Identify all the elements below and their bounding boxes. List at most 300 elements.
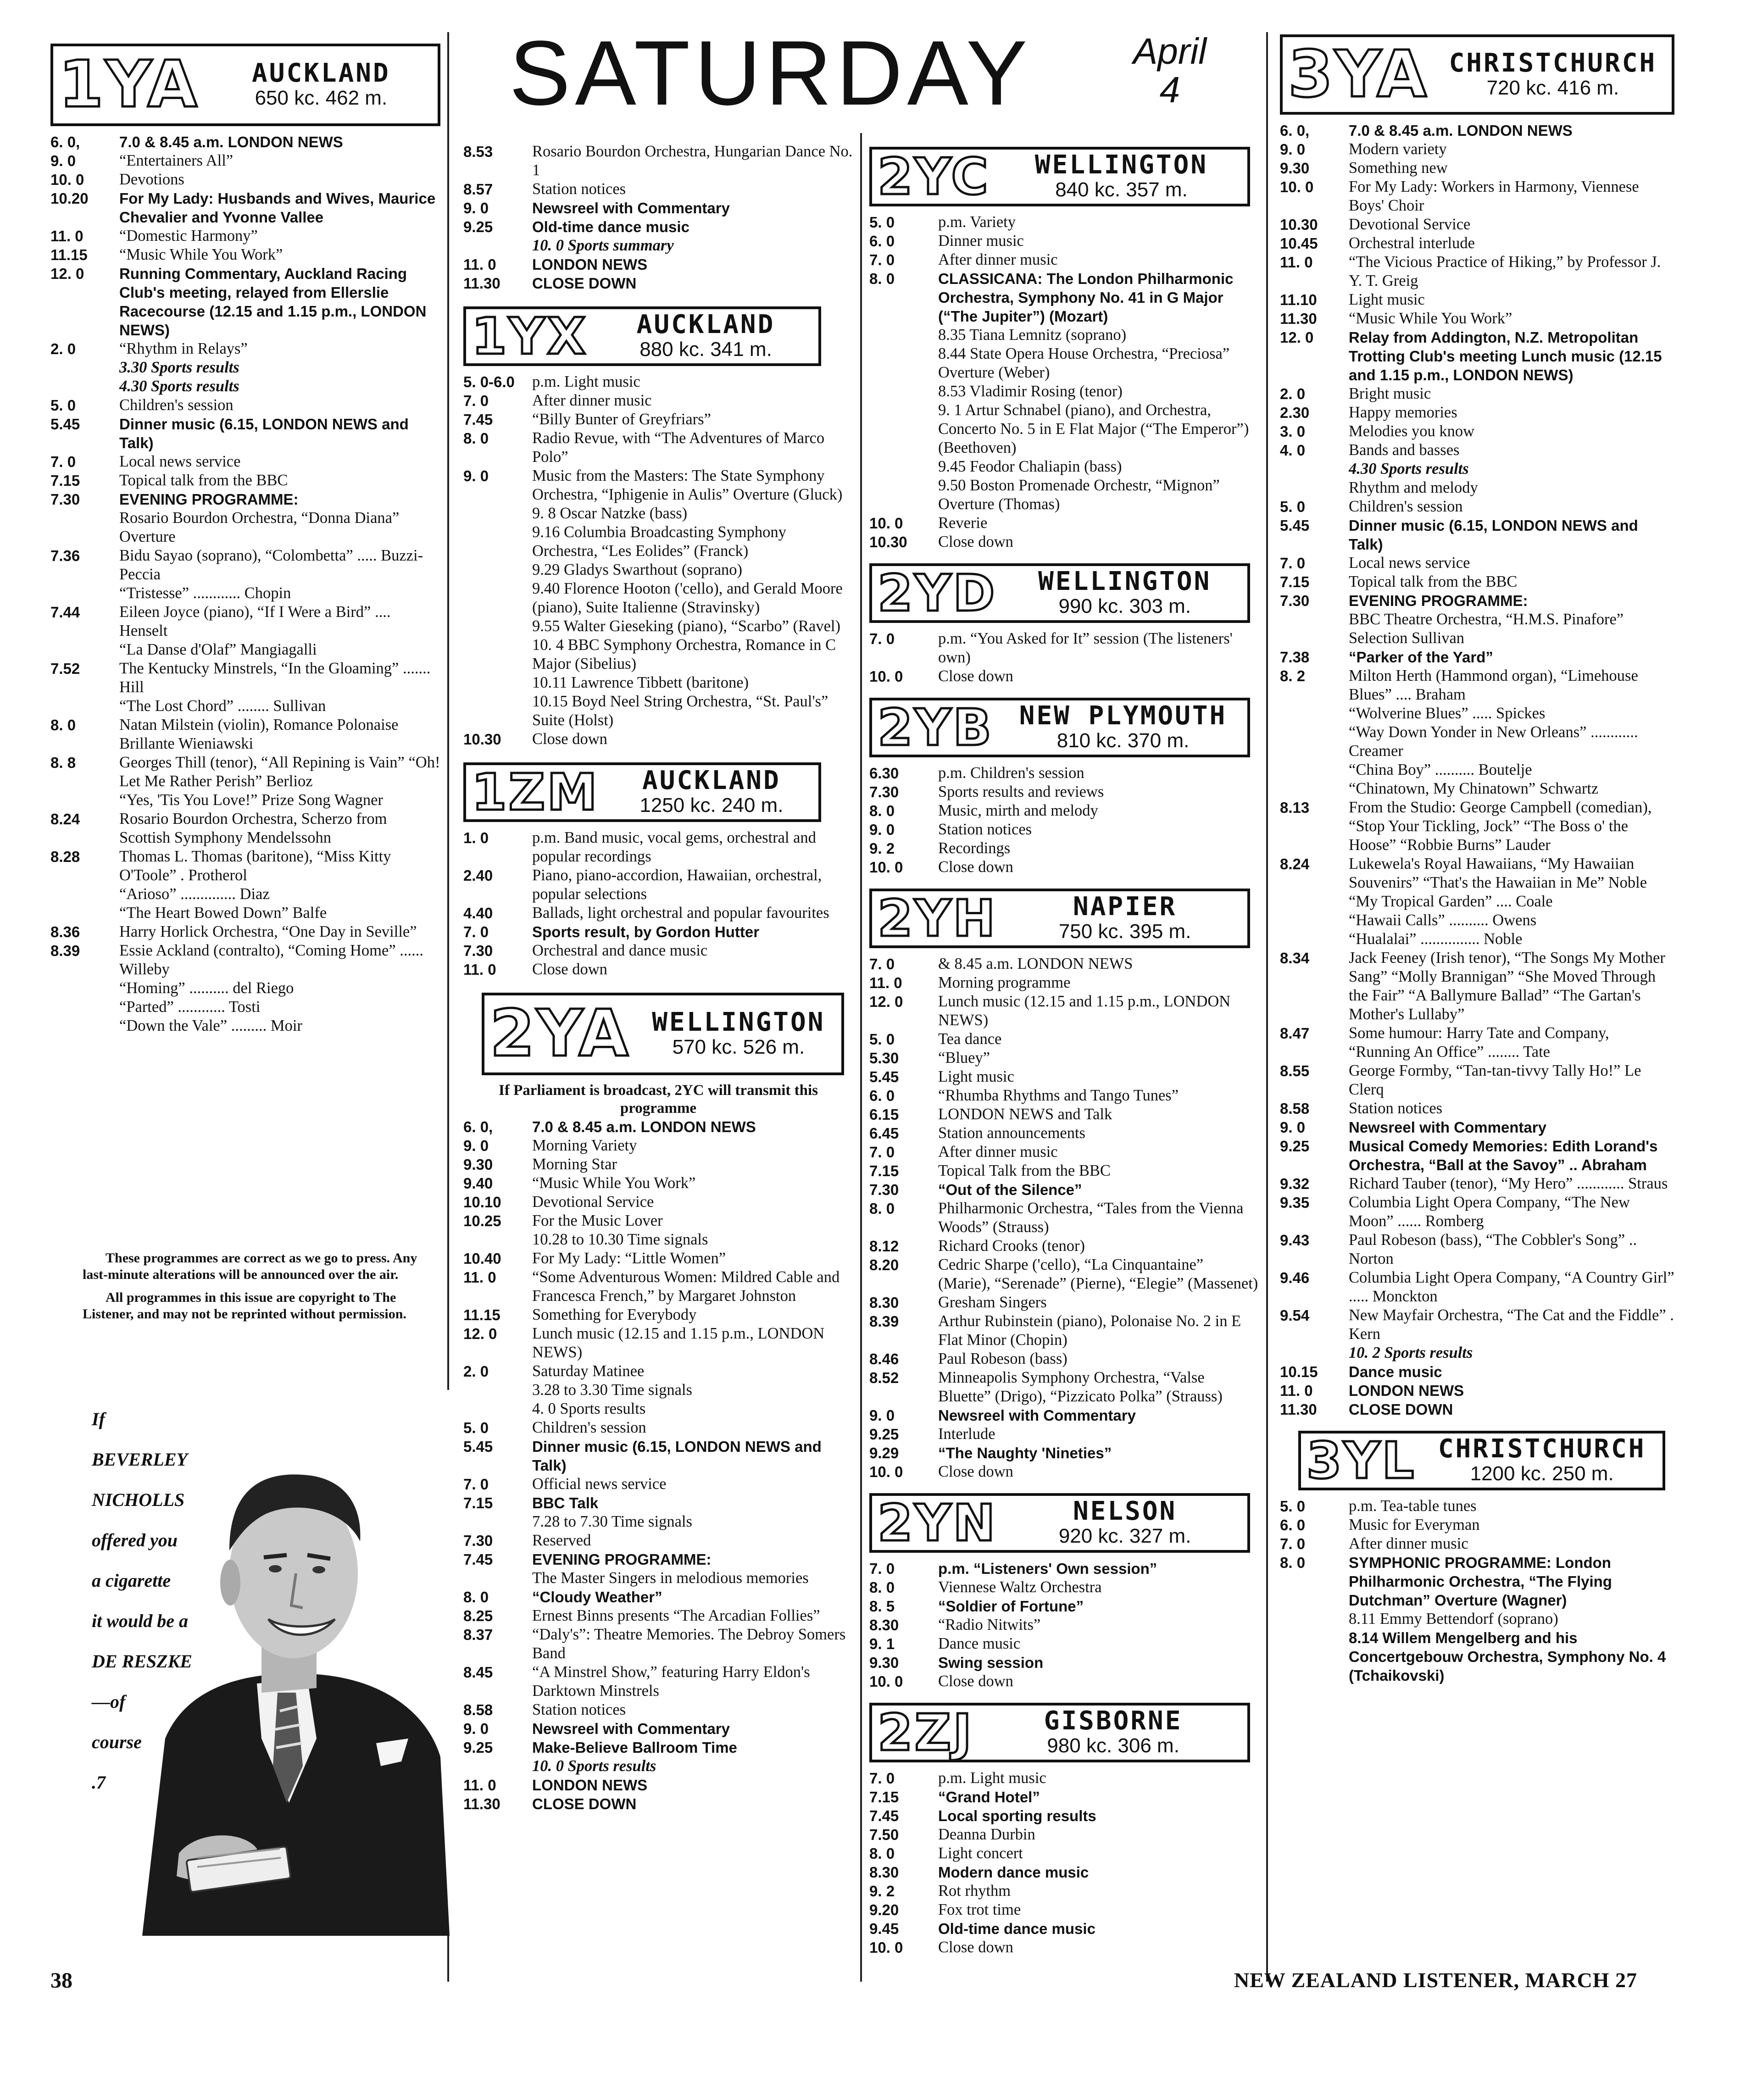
programme-time: 7.38 — [1280, 649, 1310, 666]
date-heading — [1115, 32, 1225, 109]
programme-list-2ya — [463, 1117, 853, 1813]
programme-time: 2. 0 — [1280, 385, 1306, 402]
column-1 — [50, 44, 440, 1035]
programme-time — [463, 579, 532, 617]
programme-title: Children's session — [532, 1419, 646, 1436]
programme-list-1yx — [463, 372, 853, 749]
programme-row — [50, 227, 440, 245]
station-city: NAPIER — [1073, 892, 1177, 922]
station-call: 2ZJ — [878, 1703, 974, 1762]
programme-time: 2.30 — [1280, 404, 1310, 421]
programme-row — [50, 151, 440, 170]
programme-row — [463, 1663, 853, 1700]
programme-title: Station notices — [1349, 1100, 1443, 1117]
programme-title: Light concert — [938, 1844, 1023, 1862]
programme-title: 10. 0 Sports results — [532, 1757, 656, 1775]
programme-row — [463, 1512, 853, 1531]
programme-time: 8. 5 — [869, 1598, 895, 1615]
programme-row — [1280, 610, 1674, 648]
programme-row — [463, 1155, 853, 1174]
programme-row — [50, 979, 440, 998]
programme-title: Reserved — [532, 1532, 591, 1549]
programme-row — [50, 697, 440, 716]
programme-time: 8. 2 — [1280, 667, 1306, 684]
programme-row — [463, 1700, 853, 1719]
programme-time — [1280, 478, 1349, 497]
programme-row — [1280, 930, 1674, 949]
programme-row — [869, 1180, 1259, 1199]
programme-title: p.m. Band music, vocal gems, orchestral and popular recordings — [532, 829, 816, 865]
programme-time: 5.45 — [869, 1068, 899, 1085]
programme-row — [463, 236, 853, 255]
programme-row — [463, 1381, 853, 1400]
programme-title: Deanna Durbin — [938, 1826, 1035, 1843]
programme-time: 11.15 — [50, 246, 88, 263]
programme-time: 10.10 — [463, 1194, 501, 1211]
programme-title: After dinner music — [1349, 1535, 1468, 1552]
programme-row — [869, 1293, 1259, 1312]
programme-time — [50, 640, 119, 659]
programme-row — [463, 1418, 853, 1437]
programme-time — [1280, 779, 1349, 798]
programme-time — [50, 904, 119, 922]
programme-time: 7. 0 — [1280, 555, 1306, 572]
column-rule — [1266, 32, 1268, 1982]
programme-title: 9.50 Boston Promenade Orchestr, “Mignon” Overture (Thomas) — [938, 477, 1220, 513]
programme-time — [50, 885, 119, 904]
programme-title: 9.40 Florence Hooton ('cello), and Gerald Moore (piano), Suite Italienne (Stravinsky) — [532, 580, 843, 616]
column-rule — [860, 133, 862, 1982]
programme-title: Newsreel with Commentary — [532, 200, 730, 217]
programme-title: Close down — [938, 1672, 1013, 1690]
programme-title: p.m. “You Asked for It” session (The listeners' own) — [938, 630, 1233, 666]
programme-list-2yc — [869, 213, 1259, 551]
programme-row — [869, 1616, 1259, 1634]
programme-row — [869, 1425, 1259, 1444]
programme-row — [869, 1844, 1259, 1863]
programme-title: From the Studio: George Campbell (comedian), “Stop Your Tickling, Jock” “The Boss o' the Hoose” “Robbie Burns” Lauder — [1349, 799, 1652, 854]
programme-row — [1280, 1516, 1674, 1534]
programme-title: “Soldier of Fortune” — [938, 1598, 1084, 1615]
programme-title: 9. 8 Oscar Natzke (bass) — [532, 505, 688, 522]
programme-title: & 8.45 a.m. LONDON NEWS — [938, 955, 1133, 972]
notice-text: These programmes are correct as we go to press. Any last-minute alterations will be announced over the air. — [83, 1250, 417, 1282]
programme-row — [463, 1776, 853, 1794]
programme-time: 10.30 — [869, 533, 907, 550]
programme-title: Devotional Service — [1349, 216, 1471, 233]
programme-title: Gresham Singers — [938, 1294, 1047, 1311]
programme-row — [869, 476, 1259, 514]
programme-title: “La Danse d'Olaf” Mangiagalli — [119, 641, 317, 658]
programme-row — [1280, 779, 1674, 798]
programme-title: “Out of the Silence” — [938, 1181, 1082, 1198]
programme-time: 12. 0 — [869, 993, 903, 1010]
programme-title: Philharmonic Orchestra, “Tales from the Vienna Woods” (Strauss) — [938, 1200, 1244, 1236]
programme-title: SYMPHONIC PROGRAMME: London Philharmonic Orchestra, “The Flying Dutchman” Overture (Wagner) — [1349, 1554, 1612, 1609]
programme-row — [463, 828, 853, 866]
programme-time: 7.44 — [50, 604, 80, 621]
programme-row — [869, 1653, 1259, 1672]
advert-line: it would be a — [92, 1611, 189, 1631]
programme-time: 10. 0 — [50, 171, 84, 188]
programme-row — [463, 1400, 853, 1418]
programme-time: 8.36 — [50, 923, 80, 940]
programme-title: Dinner music (6.15, LONDON NEWS and Talk) — [1349, 517, 1638, 553]
programme-title: “My Tropical Garden” .... Coale — [1349, 893, 1553, 910]
programme-title: Local sporting results — [938, 1807, 1096, 1824]
programme-row — [50, 885, 440, 904]
programme-time: 8. 0 — [869, 1200, 895, 1217]
programme-time: 4.40 — [463, 905, 493, 922]
programme-title: Music for Everyman — [1349, 1516, 1480, 1533]
station-header-3ya — [1280, 34, 1674, 115]
programme-title: LONDON NEWS — [532, 1777, 648, 1794]
programme-title: For My Lady: Workers in Harmony, Viennese Boys' Choir — [1349, 178, 1639, 214]
programme-title: Topical talk from the BBC — [1349, 573, 1518, 590]
programme-title: Ernest Binns presents “The Arcadian Follies” — [532, 1607, 820, 1624]
programme-row — [1280, 1137, 1674, 1174]
programme-row — [1280, 554, 1674, 572]
programme-title: The Kentucky Minstrels, “In the Gloaming” ....... Hill — [119, 660, 431, 696]
programme-row — [869, 1769, 1259, 1788]
programme-title: 4.30 Sports results — [119, 378, 239, 395]
programme-row — [869, 401, 1259, 457]
programme-title: For My Lady: Husbands and Wives, Maurice Chevalier and Yvonne Vallee — [119, 190, 436, 226]
programme-row — [1280, 1400, 1674, 1419]
programme-title: p.m. Light music — [938, 1769, 1046, 1787]
programme-row — [50, 584, 440, 603]
programme-row — [1280, 723, 1674, 761]
programme-time: 10.25 — [463, 1212, 501, 1229]
programme-title: Dinner music (6.15, LONDON NEWS and Talk) — [532, 1438, 822, 1474]
programme-row — [1280, 290, 1674, 309]
programme-time: 9.35 — [1280, 1194, 1310, 1211]
programme-time: 8.13 — [1280, 799, 1310, 816]
programme-title: “Arioso” .............. Diaz — [119, 885, 270, 903]
programme-row — [1280, 497, 1674, 516]
programme-title: “Music While You Work” — [532, 1174, 696, 1192]
station-frequency: 1200 kc. 250 m. — [1470, 1462, 1614, 1485]
programme-title: “Parted” ............ Tosti — [119, 998, 261, 1016]
programme-row — [50, 716, 440, 753]
programme-time: 9.43 — [1280, 1232, 1310, 1249]
programme-title: Cedric Sharpe ('cello), “La Cinquantaine” (Marie), “Serenade” (Pierne), “Elegie” (Massenet) — [938, 1256, 1258, 1292]
programme-title: LONDON NEWS — [1349, 1382, 1464, 1399]
programme-time: 10. 0 — [869, 1463, 903, 1480]
station-frequency: 750 kc. 395 m. — [1058, 920, 1191, 943]
programme-time: 6. 0, — [1280, 122, 1310, 139]
date-day: 4 — [1159, 69, 1180, 110]
programme-title: EVENING PROGRAMME: — [119, 491, 299, 508]
programme-title: Natan Milstein (violin), Romance Polonaise Brillante Wieniawski — [119, 716, 399, 752]
programme-row — [869, 1672, 1259, 1691]
programme-title: Children's session — [119, 396, 234, 414]
programme-row — [869, 1863, 1259, 1882]
programme-time — [463, 1381, 532, 1400]
programme-title: Devotional Service — [532, 1193, 654, 1211]
station-city: CHRISTCHURCH — [1449, 48, 1657, 78]
programme-title: 8.11 Emmy Bettendorf (soprano) — [1349, 1610, 1558, 1628]
programme-title: After dinner music — [938, 251, 1058, 268]
station-call: 2YA — [490, 996, 630, 1071]
programme-row — [869, 1086, 1259, 1105]
programme-time: 3. 0 — [1280, 423, 1306, 440]
station-city: AUCKLAND — [642, 766, 781, 796]
programme-time — [869, 344, 938, 382]
programme-row — [869, 1597, 1259, 1616]
page-number: 38 — [50, 1968, 72, 1993]
programme-title: Rhythm and melody — [1349, 479, 1478, 496]
station-frequency: 990 kc. 303 m. — [1058, 595, 1191, 618]
programme-title: George Formby, “Tan-tan-tivvy Tally Ho!” Le Clerq — [1349, 1062, 1641, 1098]
programme-title: “Music While You Work” — [1349, 310, 1512, 327]
programme-time: 8.58 — [1280, 1100, 1310, 1117]
programme-title: Close down — [938, 533, 1013, 550]
programme-time: 7. 0 — [1280, 1535, 1306, 1552]
programme-row — [869, 1900, 1259, 1919]
programme-title: 9.55 Walter Gieseking (piano), “Scarbo” (Ravel) — [532, 617, 840, 635]
programme-row — [50, 339, 440, 358]
programme-time: 12. 0 — [463, 1325, 497, 1342]
programme-title: Richard Crooks (tenor) — [938, 1237, 1085, 1255]
programme-row — [463, 673, 853, 692]
station-frequency: 880 kc. 341 m. — [639, 338, 772, 361]
programme-time: 9.30 — [463, 1156, 493, 1173]
programme-title: Close down — [938, 667, 1013, 685]
advert-line: BEVERLEY — [92, 1449, 188, 1470]
programme-time: 7.50 — [869, 1826, 899, 1843]
programme-title: “Cloudy Weather” — [532, 1589, 662, 1606]
programme-row — [869, 1161, 1259, 1180]
programme-time: 8.52 — [869, 1369, 899, 1386]
programme-row — [463, 1531, 853, 1550]
programme-title: 3.30 Sports results — [119, 359, 239, 376]
programme-time: 4. 0 — [1280, 442, 1306, 459]
programme-time — [463, 1757, 532, 1776]
publication-line: NEW ZEALAND LISTENER, MARCH 27 — [1234, 1968, 1638, 1992]
programme-row — [463, 142, 853, 180]
programme-row — [1280, 949, 1674, 1024]
programme-title: BBC Theatre Orchestra, “H.M.S. Pinafore” Selection Sullivan — [1349, 611, 1624, 647]
programme-row — [463, 255, 853, 274]
programme-row — [463, 1494, 853, 1512]
programme-row — [869, 1067, 1259, 1086]
station-frequency: 810 kc. 370 m. — [1056, 729, 1190, 752]
programme-time — [1280, 761, 1349, 779]
programme-title: Arthur Rubinstein (piano), Polonaise No. 2 in E Flat Minor (Chopin) — [938, 1312, 1241, 1349]
programme-time: 11. 0 — [50, 228, 83, 244]
programme-row — [869, 1444, 1259, 1462]
programme-time — [869, 401, 938, 457]
programme-title: Tea dance — [938, 1030, 1002, 1048]
programme-row — [869, 992, 1259, 1030]
programme-time: 9. 0 — [463, 1137, 489, 1154]
programme-row — [1280, 1268, 1674, 1306]
programme-row — [869, 1938, 1259, 1957]
advert-text — [92, 1399, 192, 1803]
station-call: 2YN — [878, 1494, 997, 1552]
programme-time — [463, 692, 532, 730]
programme-title: “The Naughty 'Nineties” — [938, 1444, 1112, 1461]
programme-time: 7. 0 — [869, 1770, 895, 1787]
programme-title: Modern variety — [1349, 140, 1447, 158]
programme-row — [1280, 1193, 1674, 1231]
programme-time: 8. 0 — [1280, 1554, 1306, 1571]
programme-time: 7.15 — [1280, 573, 1310, 590]
programme-time: 10. 0 — [869, 1673, 903, 1690]
programme-time: 8.12 — [869, 1238, 899, 1255]
programme-time: 10. 0 — [1280, 178, 1314, 195]
programme-row — [463, 391, 853, 410]
programme-row — [463, 1437, 853, 1475]
station-frequency: 1250 kc. 240 m. — [639, 794, 784, 817]
programme-time: 8.47 — [1280, 1025, 1310, 1042]
programme-row — [1280, 1099, 1674, 1118]
programme-title: Musical Comedy Memories: Edith Lorand's Orchestra, “Ball at the Savoy” .. Abraham — [1349, 1138, 1658, 1173]
programme-row — [50, 471, 440, 490]
programme-title: 10. 4 BBC Symphony Orchestra, Romance in C Major (Sibelius) — [532, 636, 836, 672]
programme-title: Rot rhythm — [938, 1882, 1011, 1900]
programme-title: 9.45 Feodor Chaliapin (bass) — [938, 458, 1122, 475]
programme-row — [869, 213, 1259, 232]
programme-row — [463, 636, 853, 673]
programme-row — [50, 1017, 440, 1035]
programme-row — [869, 1237, 1259, 1256]
station-call: 1YA — [59, 47, 199, 122]
programme-title: Essie Ackland (contralto), “Coming Home” ...... Willeby — [119, 942, 424, 978]
programme-time: 9.20 — [869, 1901, 899, 1918]
station-city: NEW PLYMOUTH — [1019, 701, 1227, 731]
programme-time: 8.30 — [869, 1294, 899, 1311]
programme-time — [50, 358, 119, 377]
programme-list-2yn — [869, 1559, 1259, 1691]
programme-row — [1280, 1362, 1674, 1381]
programme-row — [869, 1559, 1259, 1578]
programme-time: 11. 0 — [1280, 254, 1313, 271]
advert-line: course — [92, 1732, 142, 1752]
programme-title: Newsreel with Commentary — [1349, 1119, 1546, 1136]
programme-title: Local news service — [119, 453, 241, 470]
programme-title: p.m. Tea-table tunes — [1349, 1497, 1477, 1515]
advert-line: offered you — [92, 1530, 178, 1550]
programme-title: Interlude — [938, 1425, 995, 1443]
programme-title: 8.14 Willem Mengelberg and his Concertgebouw Orchestra, Symphony No. 4 (Tchaikovski) — [1349, 1629, 1666, 1684]
programme-time: 9.46 — [1280, 1269, 1310, 1286]
programme-row — [1280, 234, 1674, 253]
programme-time: 8.53 — [463, 143, 493, 160]
programme-row — [463, 1362, 853, 1381]
programme-row — [869, 326, 1259, 344]
programme-row — [1280, 159, 1674, 178]
station-header-2ya — [482, 993, 844, 1075]
programme-time: 8.39 — [869, 1313, 899, 1330]
programme-row — [1280, 1553, 1674, 1610]
programme-row — [463, 1738, 853, 1757]
programme-title: p.m. Light music — [532, 373, 640, 390]
programme-title: Bands and basses — [1349, 441, 1460, 459]
programme-row — [463, 274, 853, 293]
programme-row — [869, 514, 1259, 533]
programme-list-2zj — [869, 1769, 1259, 1957]
programme-time: 5.45 — [50, 416, 80, 433]
programme-row — [1280, 478, 1674, 497]
programme-row — [1280, 1534, 1674, 1553]
programme-row — [1280, 798, 1674, 855]
programme-time: 8.24 — [50, 811, 80, 828]
programme-title: “Parker of the Yard” — [1349, 649, 1493, 666]
programme-title: Something new — [1349, 159, 1448, 177]
programme-time: 10. 0 — [869, 668, 903, 685]
programme-title: p.m. “Listeners' Own session” — [938, 1560, 1157, 1577]
programme-row — [463, 1174, 853, 1193]
programme-time: 2.40 — [463, 867, 493, 884]
programme-title: Station notices — [938, 821, 1032, 838]
programme-title: After dinner music — [532, 392, 652, 409]
programme-time: 6. 0 — [869, 233, 895, 250]
station-header-2yc — [869, 147, 1250, 206]
programme-time: 7.30 — [1280, 592, 1310, 609]
programme-title: After dinner music — [938, 1143, 1058, 1161]
advert-line: DE RESZKE — [92, 1651, 192, 1672]
programme-time: 5. 0 — [463, 1419, 489, 1436]
programme-row — [869, 1143, 1259, 1161]
programme-title: “The Heart Bowed Down” Balfe — [119, 904, 327, 922]
programme-title: Station notices — [532, 1701, 626, 1718]
programme-title: Official news service — [532, 1475, 667, 1493]
station-frequency: 570 kc. 526 m. — [672, 1036, 805, 1059]
station-call: 1ZM — [472, 763, 599, 822]
programme-title: Lunch music (12.15 and 1.15 p.m., LONDON NEWS) — [532, 1325, 825, 1361]
programme-time: 8.55 — [1280, 1062, 1310, 1079]
programme-title: “Rhumba Rhythms and Tango Tunes” — [938, 1087, 1179, 1104]
programme-row — [869, 250, 1259, 269]
programme-title: Station notices — [532, 180, 626, 198]
programme-title: Morning programme — [938, 974, 1071, 991]
programme-row — [869, 1350, 1259, 1368]
programme-title: Music from the Masters: The State Symphony Orchestra, “Iphigenie in Aulis” Overture (Gluck) — [532, 467, 843, 503]
station-call: 3YL — [1307, 1431, 1416, 1490]
station-header-1yx — [463, 306, 821, 366]
column-4 — [1280, 34, 1674, 1685]
advert-line: a cigarette — [92, 1570, 171, 1591]
programme-title: Running Commentary, Auckland Racing Club's meeting, relayed from Ellerslie Racecourse (12.15 and 1.15 p.m., LONDON NEWS) — [119, 265, 427, 339]
programme-row — [463, 1475, 853, 1494]
programme-time: 11.30 — [1280, 310, 1317, 327]
programme-row — [463, 617, 853, 636]
copyright-notice — [83, 1250, 431, 1329]
programme-time — [1280, 704, 1349, 723]
programme-row — [50, 264, 440, 339]
programme-row — [463, 1249, 853, 1268]
programme-title: Minneapolis Symphony Orchestra, “Valse Bluette” (Drigo), “Pizzicato Polka” (Strauss) — [938, 1369, 1223, 1405]
programme-time: 9. 0 — [50, 152, 76, 169]
programme-time — [463, 673, 532, 692]
programme-title: Morning Variety — [532, 1137, 637, 1154]
programme-time: 8. 0 — [869, 1579, 895, 1596]
programme-row — [463, 579, 853, 617]
programme-row — [869, 1634, 1259, 1653]
programme-title: EVENING PROGRAMME: — [532, 1551, 712, 1568]
programme-title: 10. 2 Sports results — [1349, 1344, 1473, 1361]
programme-time: 7. 0 — [869, 251, 895, 268]
programme-title: 8.53 Vladimir Rosing (tenor) — [938, 383, 1123, 400]
programme-title: Dance music — [938, 1635, 1021, 1652]
programme-row — [463, 1606, 853, 1625]
programme-time — [463, 523, 532, 561]
programme-title: 4.30 Sports results — [1349, 460, 1469, 478]
programme-title: “Wolverine Blues” ..... Spickes — [1349, 705, 1546, 722]
programme-list-3ya — [1280, 121, 1674, 1419]
